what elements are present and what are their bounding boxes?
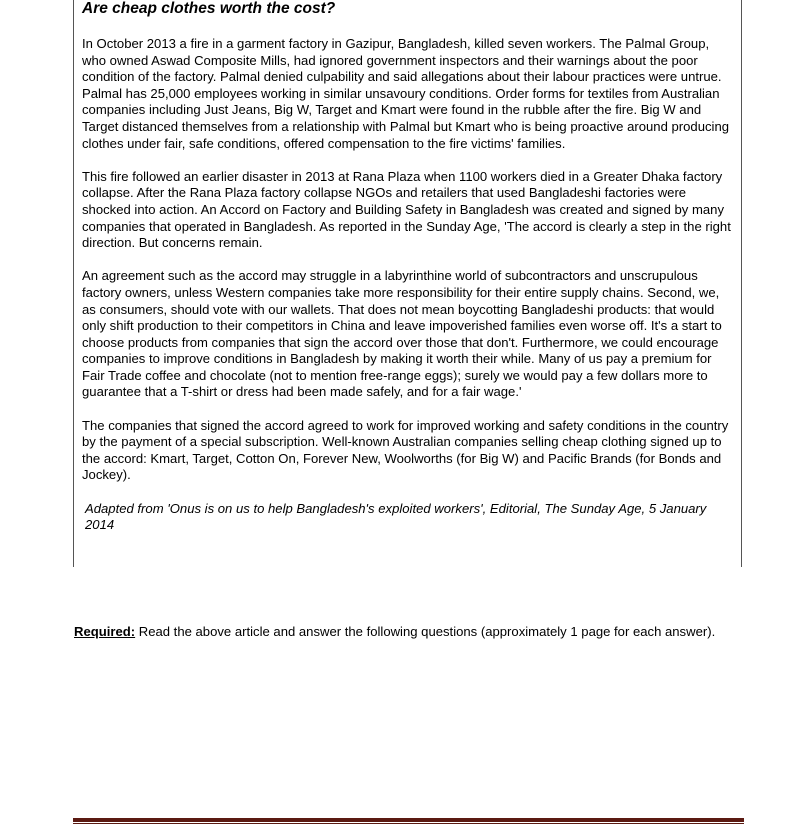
required-text: Read the above article and answer the following questions (approximately 1 page for each answer).	[135, 624, 716, 639]
article-source: Adapted from 'Onus is on us to help Bangladesh's exploited workers', Editorial, The Sunday Age, 5 January 2014	[85, 500, 707, 533]
article-paragraph-3: An agreement such as the accord may struggle in a labyrinthine world of subcontractors and unscrupulous factory owners, unless Western companies take more responsibility for their entire supply chains. Second, we, as consumers, should vote with our wallets. That does not mean boycotting Bangladeshi products: that would only shift production to their competitors in China and leave impoverished families even worse off. It's a start to choose products from companies that sign the accord over those that don't. Furthermore, we could encourage companies to improve conditions in Bangladesh by making it worth their while. Many of us pay a premium for Fair Trade coffee and chocolate (not to mention free-range eggs); surely we would pay a few dollars more to guarantee that a T-shirt or dress had been made safely, and for a fair wage.'	[82, 268, 722, 400]
article-paragraph-4: The companies that signed the accord agreed to work for improved working and safety conditions in the country by the payment of a special subscription. Well-known Australian companies selling cheap clothing signed up to the accord: Kmart, Target, Cotton On, Forever New, Woolworths (for Big W) and Pacific Brands (for Bonds and Jockey).	[82, 417, 729, 483]
article-paragraph-1: In October 2013 a fire in a garment factory in Gazipur, Bangladesh, killed seven workers. The Palmal Group, who owned Aswad Composite Mills, had ignored government inspectors and their warnings about the poor condition of the factory. Palmal denied culpability and said allegations about their labour practices were untrue. Palmal has 25,000 employees working in similar unsavoury conditions. Order forms for textiles from Australian companies including Just Jeans, Big W, Target and Kmart were found in the rubble after the fire. Big W and Target distanced themselves from a relationship with Palmal but Kmart who is being proactive around producing clothes under fair, safe conditions, offered compensation to the fire victims' families.	[82, 36, 730, 151]
article-title: Are cheap clothes worth the cost?	[82, 0, 336, 17]
required-instructions	[74, 624, 746, 641]
footer-rule-thin	[73, 823, 744, 824]
article-box	[73, 0, 742, 567]
footer-rule	[73, 818, 744, 822]
article-paragraph-2: This fire followed an earlier disaster in 2013 at Rana Plaza when 1100 workers died in a Greater Dhaka factory collapse. After the Rana Plaza factory collapse NGOs and retailers that used Bangladeshi factories were shocked into action. An Accord on Factory and Building Safety in Bangladesh was created and signed by many companies that operated in Bangladesh. As reported in the Sunday Age, 'The accord is clearly a step in the right direction. But concerns remain.	[82, 168, 731, 251]
required-label: Required:	[74, 624, 136, 639]
